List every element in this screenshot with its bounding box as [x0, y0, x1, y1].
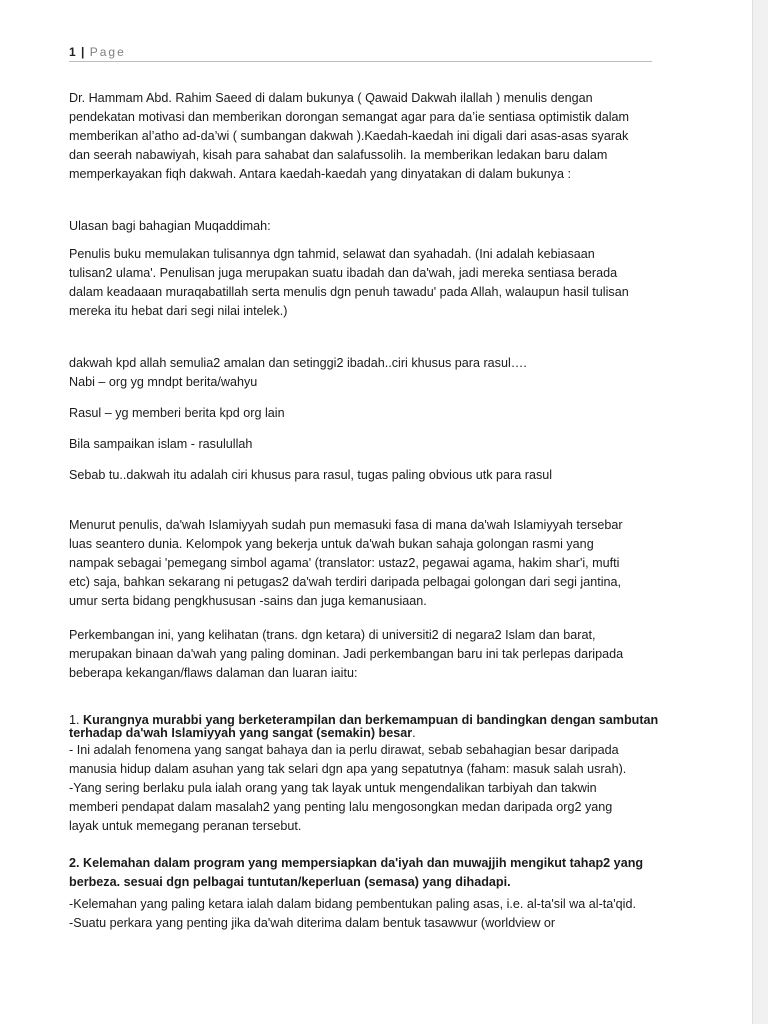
text-line: merupakan binaan da'wah yang paling dominan. Jadi perkembangan baru ini tak perlepas daripada: [69, 647, 624, 661]
point-2-heading-line: 2. Kelemahan dalam program yang mempersiapkan da'iyah dan muwajjih mengikut tahap2 yang: [69, 856, 644, 870]
point-1-heading-line: [69, 726, 669, 741]
point-1-number: 1.: [69, 713, 84, 727]
point-1-heading-line: [69, 715, 669, 726]
text-line: dalam keadaaan muraqabatillah serta menulis dgn penuh tawadu' pada Allah, walaupun hasil tulisan: [69, 285, 629, 299]
page-label: Page: [89, 45, 126, 59]
text-line: Penulis buku memulakan tulisannya dgn tahmid, selawat dan syahadah. (Ini adalah kebiasaan: [69, 247, 595, 261]
text-line: etc) saja, bahkan sekarang ni petugas2 da'wah terdiri daripada pelbagai golongan dari segi jantina,: [69, 575, 622, 589]
paragraph-dakwah-notes: [69, 354, 669, 392]
paragraph-menurut-penulis: [69, 516, 669, 611]
point-1-heading-b: terhadap da'wah Islamiyyah yang sangat (semakin) besar: [69, 726, 413, 740]
text-line: -Kelemahan yang paling ketara ialah dalam bidang pembentukan paling asas, i.e. al-ta'sil wa al-ta'qid.: [69, 897, 636, 911]
text-line: manusia hidup dalam asuhan yang tak selari dgn apa yang sepatutnya (faham: masuk salah usrah).: [69, 762, 627, 776]
text-line: -Suatu perkara yang penting jika da'wah diterima dalam bentuk tasawwur (worldview or: [69, 916, 556, 930]
text-line: umur serta bidang pengkhususan -sains dan juga kemanusiaan.: [69, 594, 427, 608]
note-rasul: Rasul – yg memberi berita kpd org lain: [69, 406, 285, 420]
text-line: luas seantero dunia. Kelompok yang bekerja untuk da'wah bukan sahaja golongan rasmi yang: [69, 537, 594, 551]
page-header: [69, 44, 652, 62]
text-line: nampak sebagai 'pemegang simbol agama' (translator: ustaz2, pegawai agama, hakim shar'i, mufti: [69, 556, 620, 570]
point-1-heading-end: .: [412, 726, 416, 740]
point-2-heading-line: berbeza. sesuai dgn pelbagai tuntutan/keperluan (semasa) yang dihadapi.: [69, 875, 511, 889]
text-line: beberapa kekangan/flaws dalaman dan luaran iaitu:: [69, 666, 358, 680]
text-line: Menurut penulis, da'wah Islamiyyah sudah pun memasuki fasa di mana da'wah Islamiyyah tersebar: [69, 518, 623, 532]
text-line: -Yang sering berlaku pula ialah orang yang tak layak untuk mengendalikan tarbiyah dan takwin: [69, 781, 597, 795]
paragraph-perkembangan: [69, 626, 669, 683]
text-line: dakwah kpd allah semulia2 amalan dan setinggi2 ibadah..ciri khusus para rasul….: [69, 356, 527, 370]
text-line: mereka itu hebat dari segi nilai intelek.): [69, 304, 288, 318]
text-line: dan seerah nabawiyah, kisah para sahabat dan salafussolih. Ia memberikan ledakan baru dalam: [69, 148, 608, 162]
text-line: memberi pendapat dalam masalah2 yang penting lalu mengosongkan medan daripada org2 yang: [69, 800, 613, 814]
text-line: Dr. Hammam Abd. Rahim Saeed di dalam bukunya ( Qawaid Dakwah ilallah ) menulis dengan: [69, 91, 593, 105]
text-line: Perkembangan ini, yang kelihatan (trans. dgn ketara) di universiti2 di negara2 Islam dan barat,: [69, 628, 596, 642]
text-line: Nabi – org yg mndpt berita/wahyu: [69, 375, 258, 389]
paragraph-intro: [69, 89, 669, 184]
text-line: memberikan al’atho ad-da’wi ( sumbangan dakwah ).Kaedah-kaedah ini digali dari asas-asas syarak: [69, 129, 629, 143]
page-number: 1: [69, 45, 76, 59]
document-body: [69, 89, 669, 933]
point-1-heading-a: Kurangnya murabbi yang berketerampilan dan berkemampuan di bandingkan dengan sambutan: [83, 713, 659, 727]
text-line: - Ini adalah fenomena yang sangat bahaya dan ia perlu dirawat, sebab sebahagian besar daripada: [69, 743, 619, 757]
text-line: layak untuk memegang peranan tersebut.: [69, 819, 302, 833]
point-1: [69, 715, 669, 836]
note-ciri-khusus: Sebab tu..dakwah itu adalah ciri khusus para rasul, tugas paling obvious utk para rasul: [69, 468, 553, 482]
paragraph-muqaddimah: [69, 245, 669, 321]
text-line: pendekatan motivasi dan memberikan dorongan semangat agar para da’ie sentiasa optimistik dalam: [69, 110, 630, 124]
note-rasulullah: Bila sampaikan islam - rasulullah: [69, 437, 253, 451]
text-line: memperkayakan fiqh dakwah. Antara kaedah-kaedah yang dinyatakan di dalam bukunya :: [69, 167, 571, 181]
header-separator: |: [81, 45, 85, 59]
section-heading-muqaddimah: Ulasan bagi bahagian Muqaddimah:: [69, 219, 271, 233]
vertical-scrollbar[interactable]: [752, 0, 768, 1024]
text-line: tulisan2 ulama'. Penulisan juga merupakan suatu ibadah dan da'wah, jadi mereka sentiasa berada: [69, 266, 618, 280]
point-2: [69, 854, 669, 933]
